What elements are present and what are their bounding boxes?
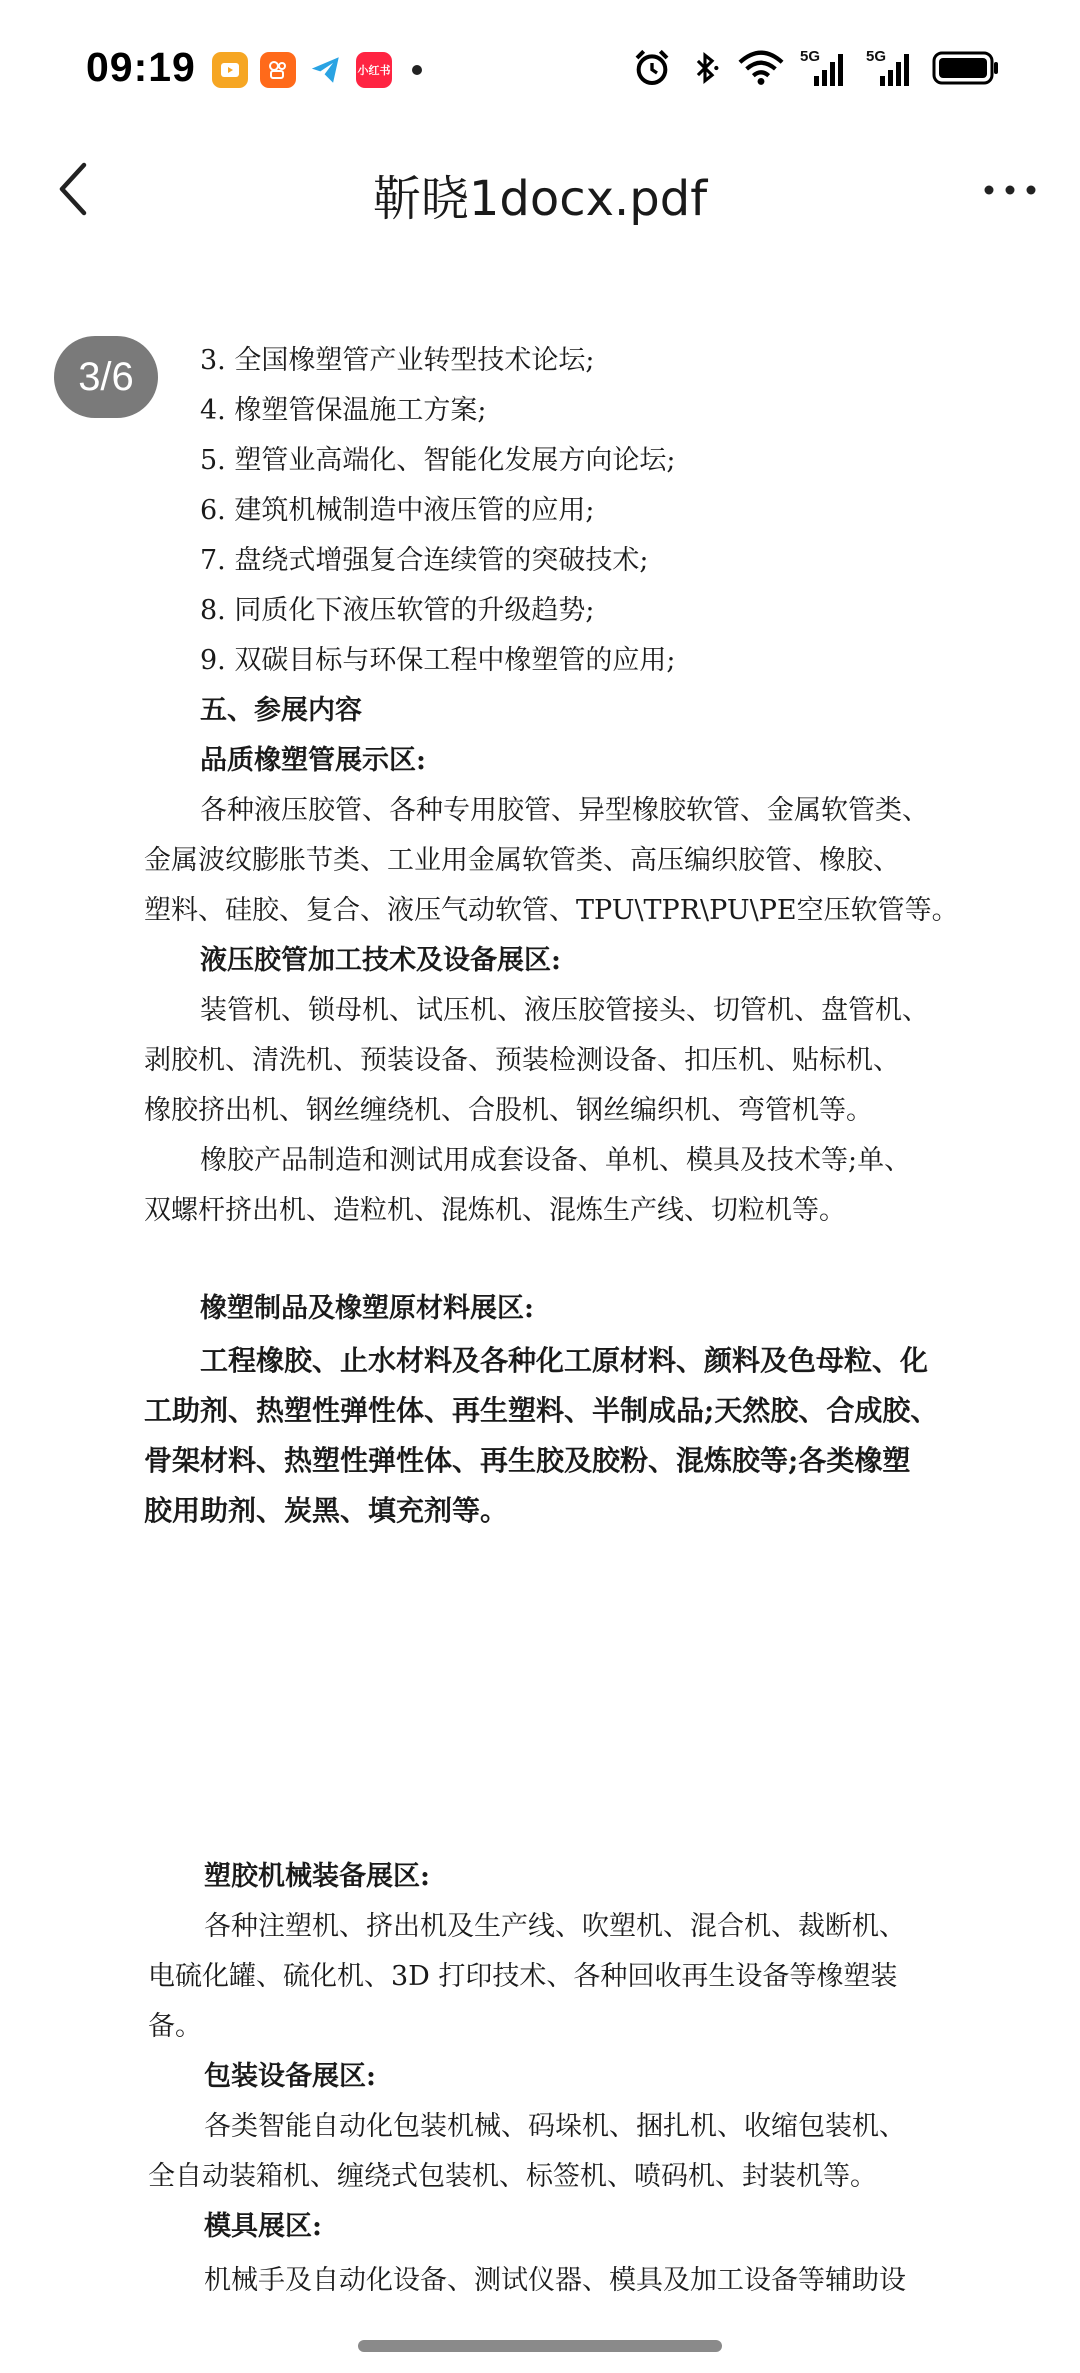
doc-line: 9. 双碳目标与环保工程中橡塑管的应用; bbox=[200, 645, 676, 676]
doc-line: 5. 塑管业高端化、智能化发展方向论坛; bbox=[200, 445, 676, 476]
subsection-heading: 橡塑制品及橡塑原材料展区: bbox=[200, 1293, 534, 1324]
doc-line-bold: 工助剂、热塑性弹性体、再生塑料、半制成品;天然胶、合成胶、 bbox=[144, 1394, 939, 1427]
doc-line: 4. 橡塑管保温施工方案; bbox=[200, 395, 487, 426]
network-type-label-2: 5G bbox=[866, 48, 887, 65]
alarm-icon bbox=[632, 48, 672, 88]
doc-line: 6. 建筑机械制造中液压管的应用; bbox=[200, 495, 595, 526]
signal-2 bbox=[866, 48, 916, 88]
doc-line: 双螺杆挤出机、造粒机、混炼机、混炼生产线、切粒机等。 bbox=[144, 1195, 846, 1226]
document-title: 靳晓1docx.pdf bbox=[372, 171, 708, 227]
video-app-icon bbox=[212, 52, 248, 88]
kuaishou-icon bbox=[260, 52, 296, 88]
doc-line: 塑料、硅胶、复合、液压气动软管、TPU\TPR\PU\PE空压软管等。 bbox=[144, 895, 959, 926]
home-indicator[interactable] bbox=[358, 2340, 722, 2352]
doc-line: 备。 bbox=[148, 2011, 202, 2042]
subsection-heading: 包装设备展区: bbox=[204, 2061, 376, 2092]
wifi-icon bbox=[738, 48, 784, 88]
telegram-icon bbox=[308, 52, 344, 88]
section-heading: 五、参展内容 bbox=[200, 695, 362, 726]
doc-line: 各类智能自动化包装机械、码垛机、捆扎机、收缩包装机、 bbox=[204, 2111, 906, 2142]
more-notifications-dot bbox=[412, 65, 422, 75]
doc-line: 各种液压胶管、各种专用胶管、异型橡胶软管、金属软管类、 bbox=[200, 795, 929, 826]
subsection-heading: 塑胶机械装备展区: bbox=[204, 1861, 430, 1892]
doc-line: 装管机、锁母机、试压机、液压胶管接头、切管机、盘管机、 bbox=[200, 995, 929, 1026]
signal-bars-icon bbox=[866, 48, 916, 88]
bluetooth-icon bbox=[688, 48, 722, 88]
doc-line: 橡胶产品制造和测试用成套设备、单机、模具及技术等;单、 bbox=[200, 1145, 912, 1176]
doc-line: 3. 全国橡塑管产业转型技术论坛; bbox=[200, 345, 595, 376]
subsection-heading: 品质橡塑管展示区: bbox=[200, 745, 426, 776]
doc-line: 剥胶机、清洗机、预装设备、预装检测设备、扣压机、贴标机、 bbox=[144, 1045, 900, 1076]
doc-line: 各种注塑机、挤出机及生产线、吹塑机、混合机、裁断机、 bbox=[204, 1911, 906, 1942]
doc-line: 8. 同质化下液压软管的升级趋势; bbox=[200, 595, 595, 626]
page-indicator: 3/6 bbox=[54, 336, 158, 418]
doc-line: 橡胶挤出机、钢丝缠绕机、合股机、钢丝编织机、弯管机等。 bbox=[144, 1095, 873, 1126]
doc-line: 全自动装箱机、缠绕式包装机、标签机、喷码机、封装机等。 bbox=[148, 2161, 877, 2192]
more-options-button[interactable] bbox=[970, 160, 1050, 220]
doc-line-bold: 工程橡胶、止水材料及各种化工原材料、颜料及色母粒、化 bbox=[200, 1344, 929, 1377]
status-time: 09:19 bbox=[86, 44, 196, 90]
doc-line-bold: 胶用助剂、炭黑、填充剂等。 bbox=[144, 1494, 509, 1527]
subsection-heading: 模具展区: bbox=[204, 2211, 322, 2242]
system-icons bbox=[632, 48, 1000, 88]
doc-line-bold: 骨架材料、热塑性弹性体、再生胶及胶粉、混炼胶等;各类橡塑 bbox=[144, 1444, 911, 1477]
subsection-heading: 液压胶管加工技术及设备展区: bbox=[200, 945, 561, 976]
doc-line: 7. 盘绕式增强复合连续管的突破技术; bbox=[200, 545, 649, 576]
signal-bars-icon bbox=[800, 48, 850, 88]
doc-line: 电硫化罐、硫化机、3D 打印技术、各种回收再生设备等橡塑装 bbox=[148, 1961, 898, 1992]
battery-icon bbox=[932, 50, 1000, 86]
status-bar bbox=[0, 0, 1080, 140]
xiaohongshu-icon: 小红书 bbox=[356, 52, 392, 88]
signal-1 bbox=[800, 48, 850, 88]
doc-line: 金属波纹膨胀节类、工业用金属软管类、高压编织胶管、橡胶、 bbox=[144, 845, 900, 876]
title-bar bbox=[0, 140, 1080, 240]
doc-line: 机械手及自动化设备、测试仪器、模具及加工设备等辅助设 bbox=[204, 2265, 906, 2296]
more-horizontal-icon bbox=[982, 183, 1038, 197]
network-type-label-1: 5G bbox=[800, 48, 821, 65]
notification-icons bbox=[212, 52, 422, 88]
